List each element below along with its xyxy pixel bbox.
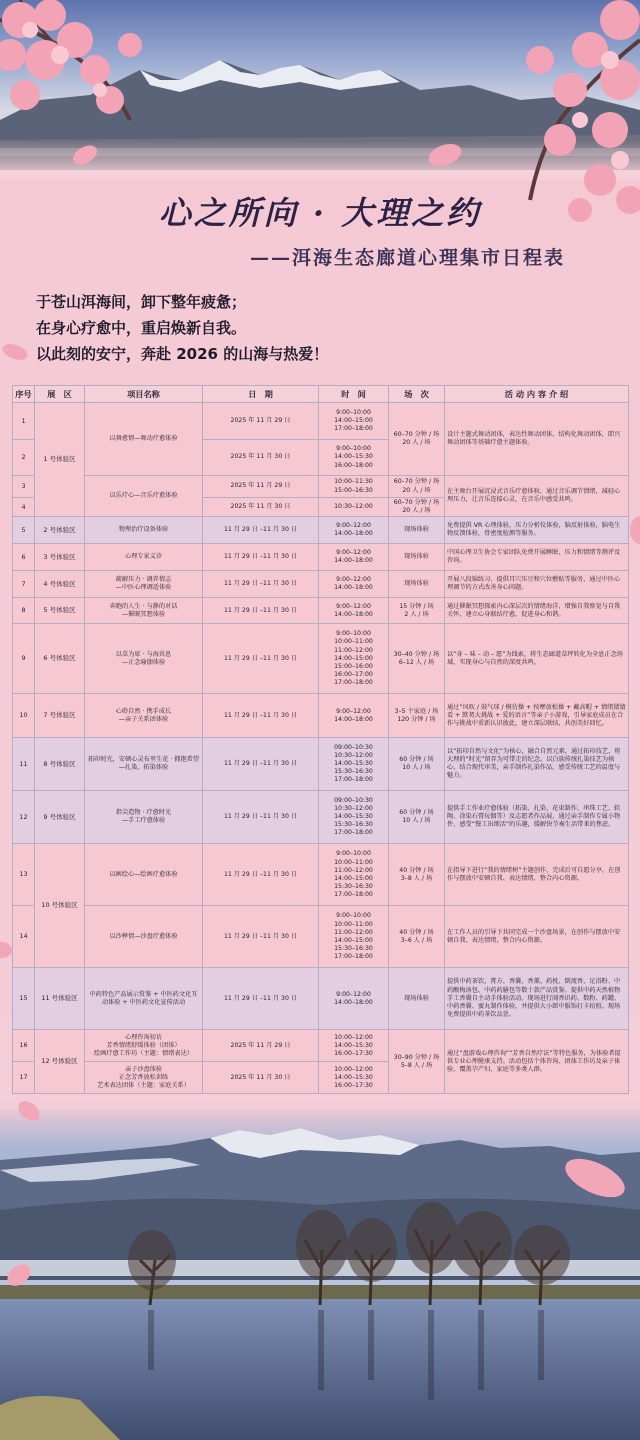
project-name: 以沙释情—沙盘疗愈体验 bbox=[85, 906, 203, 968]
bottom-lake-scene bbox=[0, 1110, 640, 1440]
row-no: 13 bbox=[13, 844, 35, 906]
table-row bbox=[13, 968, 629, 1030]
description-cell: 中国心理卫生协会专家团队免费开展睡眠、压力和情绪等测评及咨询。 bbox=[445, 544, 629, 571]
petal-icon bbox=[626, 515, 640, 545]
table-row bbox=[13, 1030, 629, 1062]
table-row bbox=[13, 403, 629, 440]
date-cell: 11 月 29 日 –11 月 30 日 bbox=[203, 968, 319, 1030]
session-cell: 40 分钟 / 场 3–6 人 / 场 bbox=[389, 906, 445, 968]
description-cell: 通过催眠冥想探索内心深层次的情绪海洋，增强自我察觉与自我关怀，建立心身联结疗愈，促进身心和谐。 bbox=[445, 598, 629, 624]
time-cell: 10:30–12:00 bbox=[319, 498, 389, 517]
description-cell: 在工作人员的引导下共同完成一个沙盘场景，在创作与摆放中安顿自我、表达情绪，整合内心资源。 bbox=[445, 906, 629, 968]
row-no: 11 bbox=[13, 738, 35, 791]
session-cell: 现场体验 bbox=[389, 968, 445, 1030]
date-cell: 11 月 29 日 –11 月 30 日 bbox=[203, 906, 319, 968]
session-cell: 现场体验 bbox=[389, 544, 445, 571]
schedule-table bbox=[12, 385, 628, 1098]
time-cell: 9:00–10:00 10:00–11:00 11:00–12:00 14:00–15:00 15:30–16:30 17:00–18:00 bbox=[319, 844, 389, 906]
header-time: 时 间 bbox=[319, 386, 389, 403]
petal-icon bbox=[0, 940, 14, 960]
zone-cell: 1 号体验区 bbox=[35, 403, 85, 517]
row-no: 6 bbox=[13, 544, 35, 571]
row-no: 12 bbox=[13, 791, 35, 844]
petal-icon bbox=[70, 140, 100, 170]
table-row bbox=[13, 571, 629, 598]
project-name: 疏解压力 · 调养情志 —中医心理调适体验 bbox=[85, 571, 203, 598]
session-cell: 30–40 分钟 / 场 6–12 人 / 场 bbox=[389, 624, 445, 694]
intro-line-1: 于苍山洱海间，卸下整年疲惫； bbox=[36, 293, 247, 311]
table-row bbox=[13, 517, 629, 544]
project-name: 物理治疗设备体验 bbox=[85, 517, 203, 544]
date-cell: 11 月 29 日 –11 月 30 日 bbox=[203, 694, 319, 738]
zone-cell: 3 号体验区 bbox=[35, 544, 85, 571]
zone-cell: 5 号体验区 bbox=[35, 598, 85, 624]
session-cell: 60 分钟 / 场 10 人 / 场 bbox=[389, 738, 445, 791]
table-row bbox=[13, 544, 629, 571]
project-name: 指尖造物 · 疗愈时光 —手工疗愈体验 bbox=[85, 791, 203, 844]
description-cell: 以“身 – 味 – 动 – 愿”为线索，将生态廊道草坪转化为全息正念场域，实现身心与自然的深度共鸣。 bbox=[445, 624, 629, 694]
date-cell: 11 月 29 日 –11 月 30 日 bbox=[203, 624, 319, 694]
zone-cell: 9 号体验区 bbox=[35, 791, 85, 844]
time-cell: 9:00–10:00 10:00–11:00 11:00–12:00 14:00–15:00 15:00–16:00 16:00–17:00 17:00–18:00 bbox=[319, 624, 389, 694]
poster-subtitle: ——洱海生态廊道心理集市日程表 bbox=[250, 247, 566, 269]
row-no: 9 bbox=[13, 624, 35, 694]
zone-cell: 8 号体验区 bbox=[35, 738, 85, 791]
table-row bbox=[13, 844, 629, 906]
session-cell: 现场体验 bbox=[389, 517, 445, 544]
time-cell: 09:00–10:30 10:30–12:00 14:00–15:30 15:30–16:30 17:00–18:00 bbox=[319, 738, 389, 791]
date-cell: 11 月 29 日 –11 月 30 日 bbox=[203, 791, 319, 844]
zone-cell: 12 号体验区 bbox=[35, 1030, 85, 1094]
header-date: 日 期 bbox=[203, 386, 319, 403]
time-cell: 9:00–12:00 14:00–18:00 bbox=[319, 598, 389, 624]
row-no: 14 bbox=[13, 906, 35, 968]
project-name: 心理专家义诊 bbox=[85, 544, 203, 571]
row-no: 1 bbox=[13, 403, 35, 440]
row-no: 5 bbox=[13, 517, 35, 544]
time-cell: 10:00–12:00 14:00–15:30 16:00–17:30 bbox=[319, 1030, 389, 1062]
row-no: 4 bbox=[13, 498, 35, 517]
date-cell: 11 月 29 日 –11 月 30 日 bbox=[203, 844, 319, 906]
table-row bbox=[13, 476, 629, 498]
row-no: 8 bbox=[13, 598, 35, 624]
date-cell: 11 月 29 日 –11 月 30 日 bbox=[203, 571, 319, 598]
table-row bbox=[13, 906, 629, 968]
project-name: 奔跑的人生 · 与静的对话 —催眠冥想体验 bbox=[85, 598, 203, 624]
date-cell: 11 月 29 日 –11 月 30 日 bbox=[203, 738, 319, 791]
zone-cell: 2 号体验区 bbox=[35, 517, 85, 544]
description-cell: 通过“盘游戏心理咨询”“芳香自然疗法”等特色服务，为体验者提供专业心理健康支持。活动包括个体咨询、团体工作坊及亲子体验，覆盖孕产妇、家庭等多类人群。 bbox=[445, 1030, 629, 1094]
time-cell: 9:00–10:00 10:00–11:00 11:00–12:00 14:00–15:00 15:30–16:30 17:00–18:00 bbox=[319, 906, 389, 968]
session-cell: 15 分钟 / 场 2 人 / 场 bbox=[389, 598, 445, 624]
table-row bbox=[13, 598, 629, 624]
session-cell: 3–5 个家庭 / 场 120 分钟 / 场 bbox=[389, 694, 445, 738]
project-name: 以画绘心—绘画疗愈体验 bbox=[85, 844, 203, 906]
time-cell: 09:00–10:30 10:30–12:00 14:00–15:30 15:30–16:30 17:00–18:00 bbox=[319, 791, 389, 844]
row-no: 15 bbox=[13, 968, 35, 1030]
intro-line-3: 以此刻的安宁，奔赴 2026 的山海与热爱！ bbox=[36, 345, 329, 363]
table-row bbox=[13, 738, 629, 791]
date-cell: 2025 年 11 月 29 日 bbox=[203, 1030, 319, 1062]
row-no: 17 bbox=[13, 1062, 35, 1094]
intro-line-2: 在身心疗愈中，重启焕新自我。 bbox=[36, 319, 247, 337]
time-cell: 9:00–10:00 14:00–15:30 16:00–18:00 bbox=[319, 440, 389, 476]
date-cell: 11 月 29 日 –11 月 30 日 bbox=[203, 544, 319, 571]
description-cell: 提供手工作业疗愈体验（拓染、扎染、花束制作、串珠工艺、软陶、涂染石膏玩偶等）及志愿者作品展，通过亲手制作专属小物件，感受“慢工出细活”的乐趣，缓解快节奏生活带来的焦虑。 bbox=[445, 791, 629, 844]
project-name: 以舞愈情—舞动疗愈体验 bbox=[85, 403, 203, 476]
header-session: 场 次 bbox=[389, 386, 445, 403]
date-cell: 2025 年 11 月 30 日 bbox=[203, 498, 319, 517]
poster-title: 心之所向 · 大理之约 bbox=[158, 194, 482, 232]
project-name: 亲子沙盘体验 正念芳香放松训练 艺术表达团体（主题：家庭关系） bbox=[85, 1062, 203, 1094]
description-cell: 免费提供 VR 心理体验，压力分析仪体验，脑反射体验，脑电生物反馈体验，骨密度检测等服务。 bbox=[445, 517, 629, 544]
zone-cell: 6 号体验区 bbox=[35, 624, 85, 694]
session-cell: 60–70 分钟 / 场 20 人 / 场 bbox=[389, 498, 445, 517]
time-cell: 9:00–12:00 14:00–18:00 bbox=[319, 968, 389, 1030]
row-no: 3 bbox=[13, 476, 35, 498]
petal-icon bbox=[14, 1096, 44, 1126]
description-cell: 在主舞台开展沉浸式音乐疗愈体验，通过音乐调节情绪，减轻心理压力，让音乐连接心灵，在音乐中感受共鸣。 bbox=[445, 476, 629, 517]
description-cell: 在指导下进行“我的情绪树”主题创作，完成后可自愿分享，在创作与摆放中安顿自我、表达情绪，整合内心资源。 bbox=[445, 844, 629, 906]
description-cell: 以“拓印自然与文化”为核心，融合自然元素，通过拓印技艺，将大理的“时光”留存为可带走的纪念。以白族传统扎染技艺为核心，结合现代审美，亲手制作扎染作品，感受传统工艺的温度与魅力。 bbox=[445, 738, 629, 791]
description-cell: 开展八段锦练习、提供耳穴压豆和穴位敷贴等服务，通过中医心理调节的方式改善身心问题。 bbox=[445, 571, 629, 598]
session-cell: 60–70 分钟 / 场 20 人 / 场 bbox=[389, 476, 445, 498]
time-cell: 9:00–12:00 14:00–18:00 bbox=[319, 694, 389, 738]
cherry-blossom-left bbox=[0, 0, 170, 140]
time-cell: 9:00–12:00 14:00–18:00 bbox=[319, 544, 389, 571]
date-cell: 11 月 29 日 –11 月 30 日 bbox=[203, 517, 319, 544]
description-cell: 设计主题式舞动团体，表达性舞动团体，结构化舞动团体，即兴舞动团体等基础疗愈主题体验。 bbox=[445, 403, 629, 476]
project-name: 以乐疗心—音乐疗愈体验 bbox=[85, 476, 203, 517]
petal-icon bbox=[0, 340, 30, 364]
description-cell: 提供中药茶饮、膏方、香囊、香薰、药枕、倒流香、足浴粉、中药酸梅汤包、中药药膳包等数十款产品赏鉴。提供中药天然植物手工香囊自主动手体验活动。现场进行闻香识药、数粉、药罐、中药香囊、蜜丸制作体验，并提供大小郎中服饰打卡拍照。现场免费提供中药茶饮品尝。 bbox=[445, 968, 629, 1030]
time-cell: 9:00–10:00 14:00–15:00 17:00–18:00 bbox=[319, 403, 389, 440]
zone-cell: 11 号体验区 bbox=[35, 968, 85, 1030]
zone-cell: 4 号体验区 bbox=[35, 571, 85, 598]
session-cell: 现场体验 bbox=[389, 571, 445, 598]
date-cell: 2025 年 11 月 29 日 bbox=[203, 476, 319, 498]
petal-icon bbox=[560, 1158, 630, 1198]
date-cell: 2025 年 11 月 30 日 bbox=[203, 1062, 319, 1094]
petal-icon bbox=[425, 140, 465, 170]
description-cell: 通过“风吹 / 鼓气球 / 模仿操 + 按摩放松操 + 戴高帽 + 情绪猜猜看 + 默契大挑战 + 爱的语言”等亲子小游戏，引导家庭成员在合作与挑战中重新认识彼此，建立深层联结，共创美好回忆。 bbox=[445, 694, 629, 738]
time-cell: 10:00–12:00 14:00–15:30 16:00–17:30 bbox=[319, 1062, 389, 1094]
zone-cell: 7 号体验区 bbox=[35, 694, 85, 738]
project-name: 拓印时光，安顿心灵布里生花 · 拥抱希望—扎染、拓染体验 bbox=[85, 738, 203, 791]
session-cell: 60 分钟 / 场 10 人 / 场 bbox=[389, 791, 445, 844]
header-project: 项目名称 bbox=[85, 386, 203, 403]
row-no: 10 bbox=[13, 694, 35, 738]
zone-cell: 10 号体验区 bbox=[35, 844, 85, 968]
session-cell: 60–70 分钟 / 场 20 人 / 场 bbox=[389, 403, 445, 476]
header-description: 活 动 内 容 介 绍 bbox=[445, 386, 629, 403]
time-cell: 9:00–12:00 14:00–18:00 bbox=[319, 517, 389, 544]
header-zone: 展 区 bbox=[35, 386, 85, 403]
project-name: 以草为席 · 与海共息 —正念瑜伽体验 bbox=[85, 624, 203, 694]
row-no: 7 bbox=[13, 571, 35, 598]
row-no: 2 bbox=[13, 440, 35, 476]
date-cell: 2025 年 11 月 29 日 bbox=[203, 403, 319, 440]
table-row bbox=[13, 624, 629, 694]
date-cell: 11 月 29 日 –11 月 30 日 bbox=[203, 598, 319, 624]
session-cell: 30–90 分钟 / 场 5–8 人 / 场 bbox=[389, 1030, 445, 1094]
row-no: 16 bbox=[13, 1030, 35, 1062]
date-cell: 2025 年 11 月 30 日 bbox=[203, 440, 319, 476]
table-header-row bbox=[13, 386, 629, 403]
project-name: 心理咨询初访 芳香情绪舒缓体验（团体） 绘画疗愈工作坊（主题：情绪表达） bbox=[85, 1030, 203, 1062]
session-cell: 40 分钟 / 场 3–8 人 / 场 bbox=[389, 844, 445, 906]
project-name: 心聆自然 · 携手成长 —亲子关系团体验 bbox=[85, 694, 203, 738]
header-no: 序号 bbox=[13, 386, 35, 403]
project-name: 中药特色产品展示赏鉴 + 中医药文化互动体验 + 中医药文化宣传活动 bbox=[85, 968, 203, 1030]
time-cell: 10:00–11:30 15:00–16:30 bbox=[319, 476, 389, 498]
table-row bbox=[13, 694, 629, 738]
time-cell: 9:00–12:00 14:00–18:00 bbox=[319, 571, 389, 598]
petal-icon bbox=[4, 1260, 34, 1290]
table-row bbox=[13, 791, 629, 844]
